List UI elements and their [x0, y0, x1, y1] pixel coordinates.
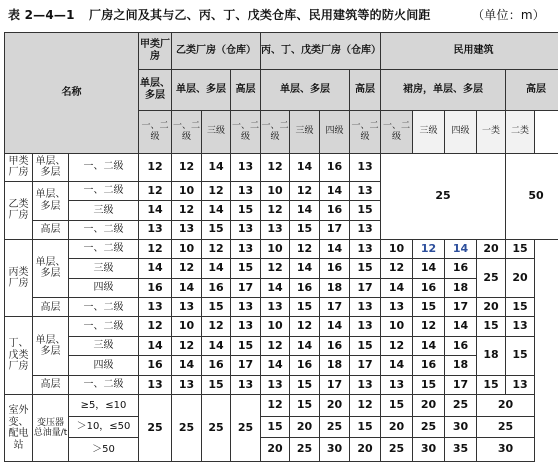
cell: 15 [350, 201, 381, 220]
row-label: 四级 [69, 278, 139, 297]
cell: 18 [445, 278, 477, 297]
cell: 25 [413, 416, 445, 438]
cell: 20 [477, 298, 506, 317]
cell: 15 [477, 375, 506, 394]
cell: 13 [231, 375, 261, 394]
cell: 16 [413, 356, 445, 375]
cell: 20 [261, 438, 290, 462]
group-ding: 丁、戊类厂房 [5, 317, 33, 395]
header-name: 名称 [5, 33, 139, 154]
cell: 14 [139, 201, 172, 220]
merged-jia-yi-min-dd: 25 [381, 153, 506, 239]
row-label: ＞10，≤50 [69, 416, 139, 438]
cell: 14 [202, 201, 231, 220]
h3-c4: 一、二级 [231, 110, 261, 153]
merged-bd-yi3: 25 [231, 395, 261, 462]
cell: 14 [290, 336, 320, 355]
row-label: 一、二级 [69, 181, 139, 200]
jia-dd: 单层、多层 [33, 153, 69, 181]
h3-c3: 三级 [202, 110, 231, 153]
h3-c6: 三级 [290, 110, 320, 153]
cell: 14 [381, 278, 413, 297]
cell: 14 [172, 278, 202, 297]
header-bing: 丙、丁、戊类厂房（仓库） [261, 33, 381, 70]
cell: 13 [381, 375, 413, 394]
cell: 10 [261, 239, 290, 258]
row-label: 一、二级 [69, 298, 139, 317]
cell: 12 [381, 336, 413, 355]
cell: 12 [202, 239, 231, 258]
cell: 14 [202, 259, 231, 278]
cell: 15 [290, 395, 320, 417]
cell: 15 [350, 416, 381, 438]
cell: 14 [445, 317, 477, 336]
table-title: 厂房之间及其与乙、丙、丁、戊类仓库、民用建筑等的防火间距 [89, 8, 431, 22]
cell: 16 [139, 278, 172, 297]
cell: 15 [506, 298, 535, 317]
cell: 25 [320, 416, 350, 438]
row-label: 一、二级 [69, 153, 139, 181]
cell: 13 [231, 153, 261, 181]
cell: 15 [413, 298, 445, 317]
cell: 15 [350, 259, 381, 278]
cell: 15 [350, 336, 381, 355]
cell: 20 [477, 395, 535, 417]
cell: 17 [445, 298, 477, 317]
cell: 10 [172, 239, 202, 258]
cell: 20 [320, 395, 350, 417]
row-label: 三级 [69, 201, 139, 220]
cell: 13 [506, 317, 535, 336]
header-jia-dd: 单层、多层 [139, 69, 172, 110]
cell: 16 [413, 278, 445, 297]
cell: 16 [290, 356, 320, 375]
cell: 12 [261, 201, 290, 220]
header-bing-gao: 高层 [350, 69, 381, 110]
cell: 35 [445, 438, 477, 462]
cell: 14 [261, 278, 290, 297]
cell: 25 [381, 438, 413, 462]
cell: 13 [172, 375, 202, 394]
cell: 12 [350, 395, 381, 417]
cell: 13 [350, 181, 381, 200]
row-label: 一、二级 [69, 375, 139, 394]
ding-gao: 高层 [33, 375, 69, 394]
cell: 15 [231, 336, 261, 355]
cell: 15 [413, 375, 445, 394]
ding-dd: 单层、多层 [33, 317, 69, 375]
cell: 14 [202, 336, 231, 355]
cell: 14 [413, 336, 445, 355]
header-yi: 乙类厂房（仓库） [172, 33, 261, 70]
cell: 16 [320, 259, 350, 278]
cell: 12 [139, 181, 172, 200]
cell: 16 [445, 336, 477, 355]
cell: 13 [139, 375, 172, 394]
cell: 17 [231, 278, 261, 297]
cell: 12 [381, 259, 413, 278]
cell: 20 [477, 239, 506, 258]
cell: 10 [261, 181, 290, 200]
row-label: 一、二级 [69, 239, 139, 258]
cell: 13 [261, 298, 290, 317]
cell: 12 [172, 336, 202, 355]
cell: 30 [445, 416, 477, 438]
cell: 14 [172, 356, 202, 375]
cell: 13 [381, 298, 413, 317]
h3-c1: 一、二级 [139, 110, 172, 153]
table-number: 表 2—4—1 [8, 8, 75, 22]
cell: 30 [320, 438, 350, 462]
cell: 13 [139, 220, 172, 239]
row-label: 三级 [69, 259, 139, 278]
row-label: 一、二级 [69, 317, 139, 336]
cell: 13 [172, 298, 202, 317]
cell: 17 [231, 356, 261, 375]
cell: 30 [413, 438, 445, 462]
cell: 12 [139, 239, 172, 258]
cell: 10 [172, 317, 202, 336]
cell: 15 [290, 375, 320, 394]
cell: 16 [290, 278, 320, 297]
merged-bing-erlei: 20 [506, 259, 535, 298]
cell: 17 [320, 375, 350, 394]
yi-gao: 高层 [33, 220, 69, 239]
row-label: 三级 [69, 336, 139, 355]
bianyaqi-label: 变压器总油量/t [33, 395, 69, 462]
cell: 12 [261, 336, 290, 355]
cell: 15 [231, 201, 261, 220]
cell: 12 [139, 153, 172, 181]
bing-gao: 高层 [33, 298, 69, 317]
cell: 15 [231, 259, 261, 278]
cell: 13 [231, 220, 261, 239]
cell: 14 [290, 259, 320, 278]
cell: 20 [350, 438, 381, 462]
cell: 13 [231, 298, 261, 317]
cell: 20 [290, 416, 320, 438]
header-min: 民用建筑 [381, 33, 558, 70]
h3-c5: 一、二级 [261, 110, 290, 153]
cell: 12 [290, 239, 320, 258]
cell: 13 [350, 298, 381, 317]
cell: 20 [381, 416, 413, 438]
cell: 14 [320, 239, 350, 258]
cell: 25 [477, 416, 535, 438]
cell: 10 [381, 317, 413, 336]
group-bing: 丙类厂房 [5, 239, 33, 317]
cell: 13 [506, 375, 535, 394]
cell: 20 [413, 395, 445, 417]
h3-c2: 一、二级 [172, 110, 202, 153]
cell: 15 [477, 317, 506, 336]
cell: 13 [139, 298, 172, 317]
cell: 12 [172, 259, 202, 278]
cell: 15 [261, 416, 290, 438]
cell: 14 [290, 153, 320, 181]
h3-c8: 一、二级 [350, 110, 381, 153]
header-jia: 甲类厂房 [139, 33, 172, 70]
header-yi-gao: 高层 [231, 69, 261, 110]
cell: 14 [261, 356, 290, 375]
merged-bd-jia: 25 [139, 395, 172, 462]
cell: 16 [320, 153, 350, 181]
cell: 16 [445, 259, 477, 278]
header-qunfang: 裙房，单层、多层 [381, 69, 506, 110]
row-label: 四级 [69, 356, 139, 375]
cell: 14 [139, 259, 172, 278]
cell: 13 [261, 220, 290, 239]
cell: 15 [290, 220, 320, 239]
cell: 18 [320, 278, 350, 297]
cell: 12 [261, 259, 290, 278]
cell: 13 [350, 317, 381, 336]
cell: 12 [172, 201, 202, 220]
bing-dd: 单层、多层 [33, 239, 69, 297]
cell: 17 [445, 375, 477, 394]
header-bing-dd: 单层、多层 [261, 69, 350, 110]
cell: 12 [172, 153, 202, 181]
merged-ding-yilei: 18 [477, 336, 506, 375]
h3-c13: 二类 [506, 110, 535, 153]
cell: 14 [413, 259, 445, 278]
cell: 16 [320, 336, 350, 355]
cell: 16 [202, 356, 231, 375]
cell: 14 [445, 239, 477, 258]
cell: 14 [139, 336, 172, 355]
cell: 14 [381, 356, 413, 375]
cell: 15 [290, 298, 320, 317]
cell: 14 [202, 153, 231, 181]
header-min-gao: 高层 [506, 69, 558, 110]
cell: 12 [202, 181, 231, 200]
cell: 13 [231, 181, 261, 200]
cell: 10 [172, 181, 202, 200]
row-label: ＞50 [69, 438, 139, 462]
cell: 15 [381, 395, 413, 417]
table-caption [8, 6, 553, 28]
cell: 30 [477, 438, 535, 462]
header-yi-dd: 单层、多层 [172, 69, 231, 110]
cell: 16 [202, 278, 231, 297]
cell: 13 [350, 375, 381, 394]
merged-bd-yi2: 25 [202, 395, 231, 462]
cell: 12 [290, 181, 320, 200]
cell: 14 [320, 181, 350, 200]
cell: 15 [506, 239, 535, 258]
cell: 13 [350, 153, 381, 181]
merged-jia-yi-min-gao: 50 [506, 153, 558, 239]
h3-c9: 一、二级 [381, 110, 413, 153]
h3-c10: 三级 [413, 110, 445, 153]
cell: 15 [202, 298, 231, 317]
row-label: 一、二级 [69, 220, 139, 239]
cell: 12 [261, 395, 290, 417]
cell: 12 [139, 317, 172, 336]
cell: 10 [261, 317, 290, 336]
merged-bing-yilei: 25 [477, 259, 506, 298]
cell: 16 [139, 356, 172, 375]
cell: 18 [320, 356, 350, 375]
cell: 13 [231, 239, 261, 258]
cell: 13 [350, 220, 381, 239]
cell: 25 [445, 395, 477, 417]
cell: 17 [320, 220, 350, 239]
cell: 13 [350, 239, 381, 258]
cell: 13 [172, 220, 202, 239]
cell: 17 [350, 356, 381, 375]
cell: 13 [231, 317, 261, 336]
cell: 10 [381, 239, 413, 258]
cell: 12 [290, 317, 320, 336]
cell: 12 [261, 153, 290, 181]
group-yi: 乙类厂房 [5, 181, 33, 239]
yi-dd: 单层、多层 [33, 181, 69, 220]
cell: 16 [320, 201, 350, 220]
cell: 17 [350, 278, 381, 297]
h3-c11: 四级 [445, 110, 477, 153]
cell: 12 [413, 239, 445, 258]
group-biandian: 室外变、配电站 [5, 395, 33, 462]
cell: 12 [202, 317, 231, 336]
cell: 14 [290, 201, 320, 220]
table-unit: （单位：m） [472, 8, 545, 22]
cell: 17 [320, 298, 350, 317]
group-jia: 甲类厂房 [5, 153, 33, 181]
h3-c7: 四级 [320, 110, 350, 153]
cell: 25 [290, 438, 320, 462]
cell: 14 [320, 317, 350, 336]
merged-ding-erlei: 15 [506, 336, 535, 375]
h3-c12: 一类 [477, 110, 506, 153]
fire-distance-table [4, 32, 558, 462]
row-label: ≥5，≤10 [69, 395, 139, 417]
merged-bd-yi1: 25 [172, 395, 202, 462]
cell: 12 [413, 317, 445, 336]
cell: 18 [445, 356, 477, 375]
cell: 15 [202, 375, 231, 394]
cell: 15 [202, 220, 231, 239]
cell: 13 [261, 375, 290, 394]
